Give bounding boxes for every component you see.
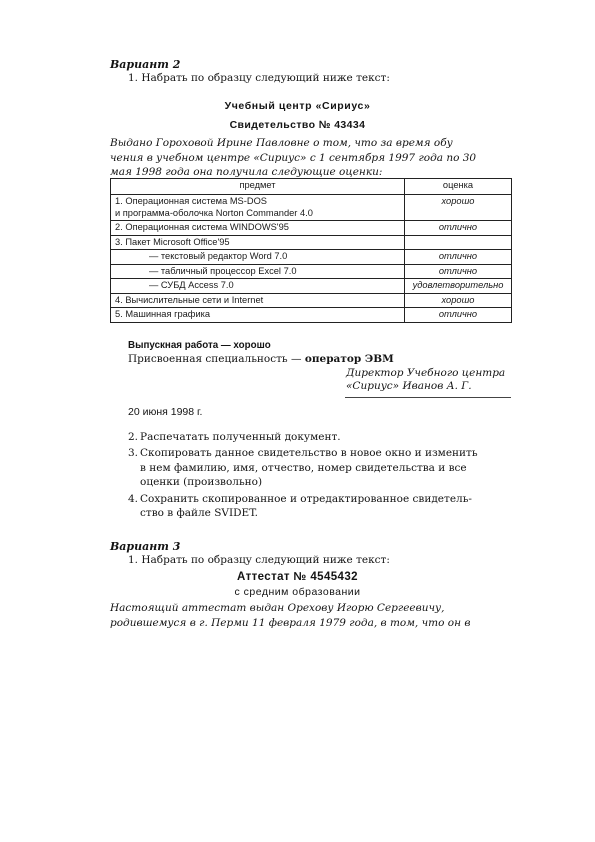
variant-2-task-1: 1. Набрать по образцу следующий ниже текст: (128, 72, 390, 84)
table-row (111, 308, 512, 323)
director-name: «Сириус» Иванов А. Г. (346, 380, 472, 392)
table-row (111, 250, 512, 265)
task-item (128, 492, 478, 521)
subject-cell (111, 293, 405, 308)
column-header-subject: предмет (111, 179, 405, 195)
table-row (111, 279, 512, 294)
task-text: в нем фамилию, имя, отчество, номер свидетельства и все (140, 461, 467, 474)
specialty-value: оператор ЭВМ (304, 353, 394, 365)
task-number: 3. (128, 447, 139, 460)
subject-text: 3. Пакет Microsoft Office'95 (115, 236, 230, 247)
center-name: Учебный центр «Сириус» (224, 100, 371, 112)
task-number: 4. (128, 492, 139, 505)
task-item (128, 430, 478, 444)
variant-3-task-1: 1. Набрать по образцу следующий ниже текст: (128, 554, 390, 566)
grade-cell: отлично (405, 250, 512, 265)
subject-text: 5. Машинная графика (115, 309, 211, 319)
certificate-intro (110, 136, 510, 180)
specialty-label: Присвоенная специальность — (128, 353, 302, 365)
table-row (111, 221, 512, 236)
variant-3-heading: Вариант 3 (110, 540, 181, 553)
subject-text: — табличный процессор Excel 7.0 (149, 265, 297, 276)
grade-cell: хорошо (405, 195, 512, 221)
subject-text: 1. Операционная система MS-DOS (115, 196, 268, 206)
grade-cell (405, 235, 512, 250)
task-text: Скопировать данное свидетельство в новое окно и изменить (140, 447, 478, 460)
column-header-grade: оценка (405, 179, 512, 195)
signature-line (345, 397, 511, 398)
variant-2-heading: Вариант 2 (110, 58, 181, 71)
attestat-intro (110, 601, 520, 630)
table-row (111, 235, 512, 250)
director-title: Директор Учебного центра (346, 367, 506, 379)
grades-table-body (111, 195, 512, 323)
task-text: Сохранить скопированное и отредактированное свидетель- (140, 492, 472, 505)
grade-cell: отлично (405, 264, 512, 279)
graduation-work: Выпускная работа — хорошо (128, 340, 271, 351)
task-list (128, 430, 478, 520)
subject-cell (111, 250, 405, 265)
subject-text: 4. Вычислительные сети и Internet (115, 294, 264, 305)
grades-table (110, 178, 512, 323)
specialty-line (128, 353, 394, 365)
table-row (111, 293, 512, 308)
subject-cell (111, 195, 405, 221)
task-text: Распечатать полученный документ. (140, 431, 341, 443)
attestat-subtitle: с средним образовании (234, 586, 361, 598)
task-text: ство в файле SVIDET. (140, 507, 259, 520)
intro-line: Настоящий аттестат выдан Орехову Игорю Сергеевичу, (110, 602, 445, 614)
certificate-number: Свидетельство № 43434 (229, 119, 366, 131)
task-number: 2. (128, 431, 139, 443)
subject-cell (111, 308, 405, 323)
subject-cell (111, 279, 405, 294)
issue-date: 20 июня 1998 г. (128, 406, 203, 418)
intro-line: родившемуся в г. Перми 11 февраля 1979 года, в том, что он в (110, 616, 471, 629)
subject-cell (111, 235, 405, 250)
intro-line: Выдано Гороховой Ирине Павловне о том, что за время обу (110, 137, 453, 149)
table-header-row (111, 179, 512, 195)
task-item (128, 446, 478, 489)
grade-cell: отлично (405, 221, 512, 236)
subject-cell (111, 221, 405, 236)
grade-cell: хорошо (405, 293, 512, 308)
grade-cell: отлично (405, 308, 512, 323)
subject-text: и программа-оболочка Norton Commander 4.0 (115, 207, 313, 218)
task-text: оценки (произвольно) (140, 476, 263, 489)
subject-text: 2. Операционная система WINDOWS'95 (115, 222, 289, 232)
subject-text: — СУБД Access 7.0 (149, 280, 234, 290)
table-row (111, 264, 512, 279)
intro-line: мая 1998 года она получила следующие оценки: (110, 166, 383, 179)
attestat-title: Аттестат № 4545432 (237, 571, 358, 583)
grade-cell: удовлетворительно (405, 279, 512, 294)
subject-cell (111, 264, 405, 279)
intro-line: чения в учебном центре «Сириус» с 1 сентября 1997 года по 30 (110, 151, 477, 164)
subject-text: — текстовый редактор Word 7.0 (149, 251, 288, 261)
table-row (111, 195, 512, 221)
